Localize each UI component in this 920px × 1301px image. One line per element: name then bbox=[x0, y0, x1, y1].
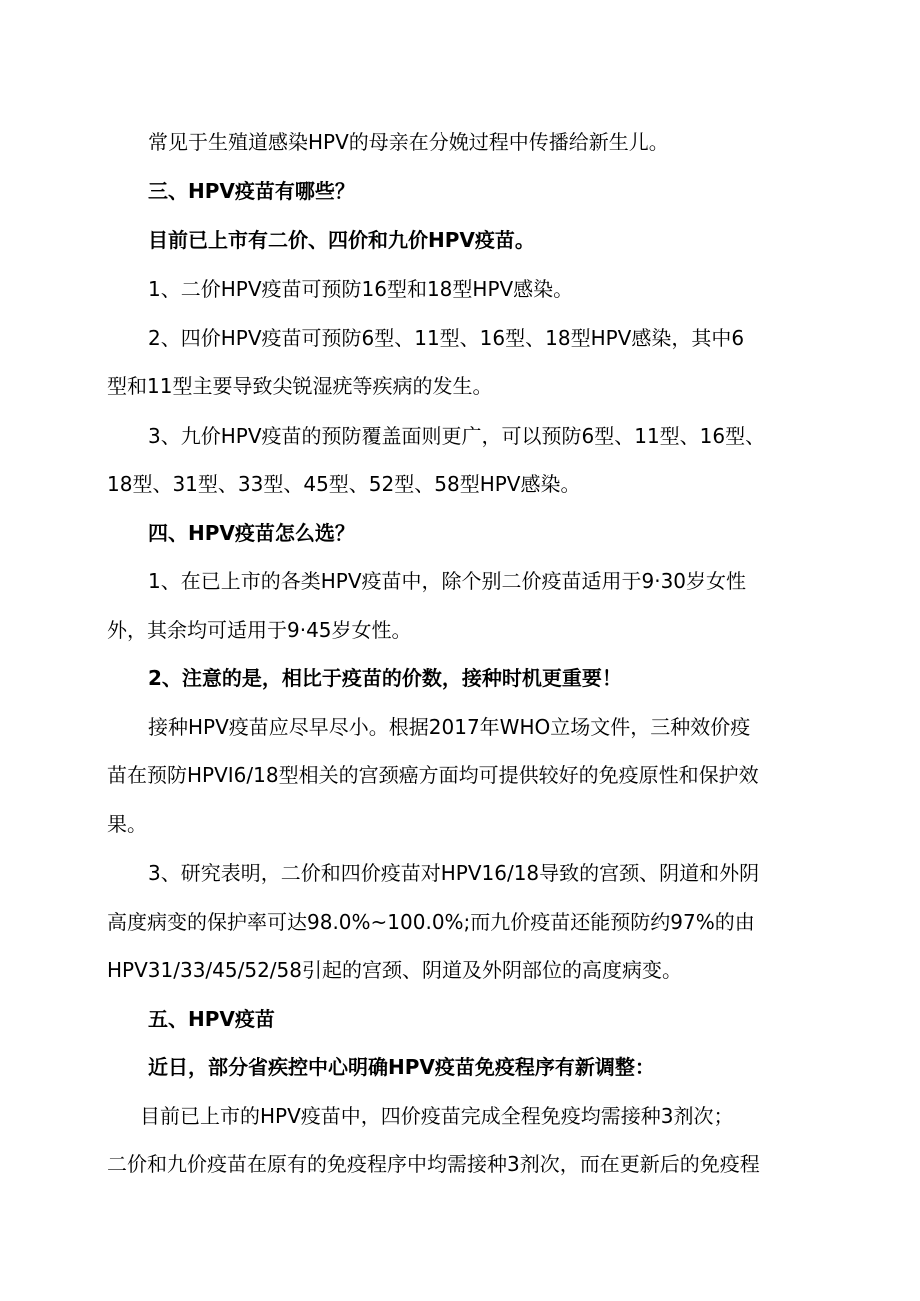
paragraph-line: 外，其余均可适用于9·45岁女性。 bbox=[107, 618, 412, 642]
paragraph-line: 目前已上市的HPV疫苗中，四价疫苗完成全程免疫均需接种3剂次； bbox=[140, 1104, 734, 1128]
paragraph-line: 接种HPV疫苗应尽早尽小。根据2017年WHO立场文件，三种效价疫 bbox=[148, 715, 751, 739]
section-heading-5: 五、HPV疫苗 bbox=[148, 1007, 275, 1031]
paragraph-line: 3、九价HPV疫苗的预防覆盖面则更广，可以预防6型、11型、16型、 bbox=[148, 424, 766, 448]
paragraph-line: 1、二价HPV疫苗可预防16型和18型HPV感染。 bbox=[148, 277, 574, 301]
paragraph-line: 果。 bbox=[107, 812, 147, 836]
section-heading-3: 三、HPV疫苗有哪些？ bbox=[148, 179, 355, 203]
paragraph-line: 18型、31型、33型、45型、52型、58型HPV感染。 bbox=[107, 472, 581, 496]
paragraph-line: 型和11型主要导致尖锐湿疣等疾病的发生。 bbox=[107, 374, 493, 398]
bold-paragraph-line: 近日，部分省疾控中心明确HPV疫苗免疫程序有新调整： bbox=[148, 1055, 655, 1079]
paragraph-line: 1、在已上市的各类HPV疫苗中，除个别二价疫苗适用于9·30岁女性 bbox=[148, 569, 747, 593]
paragraph-line: HPV31/33/45/52/58引起的宫颈、阴道及外阴部位的高度病变。 bbox=[107, 958, 682, 982]
paragraph-line: 常见于生殖道感染HPV的母亲在分娩过程中传播给新生儿。 bbox=[148, 130, 669, 154]
paragraph-line: 二价和九价疫苗在原有的免疫程序中均需接种3剂次，而在更新后的免疫程 bbox=[107, 1152, 760, 1176]
paragraph-line: 苗在预防HPVI6/18型相关的宫颈癌方面均可提供较好的免疫原性和保护效 bbox=[107, 763, 759, 787]
bold-paragraph-line: 2、注意的是，相比于疫苗的价数，接种时机更重要！ bbox=[148, 666, 622, 690]
bold-paragraph-line: 目前已上市有二价、四价和九价HPV疫苗。 bbox=[148, 228, 535, 252]
section-heading-4: 四、HPV疫苗怎么选？ bbox=[148, 521, 355, 545]
paragraph-line: 2、四价HPV疫苗可预防6型、11型、16型、18型HPV感染，其中6 bbox=[148, 326, 745, 350]
paragraph-line: 高度病变的保护率可达98.0%~100.0%;而九价疫苗还能预防约97%的由 bbox=[107, 910, 755, 934]
paragraph-line: 3、研究表明，二价和四价疫苗对HPV16/18导致的宫颈、阴道和外阴 bbox=[148, 861, 760, 885]
